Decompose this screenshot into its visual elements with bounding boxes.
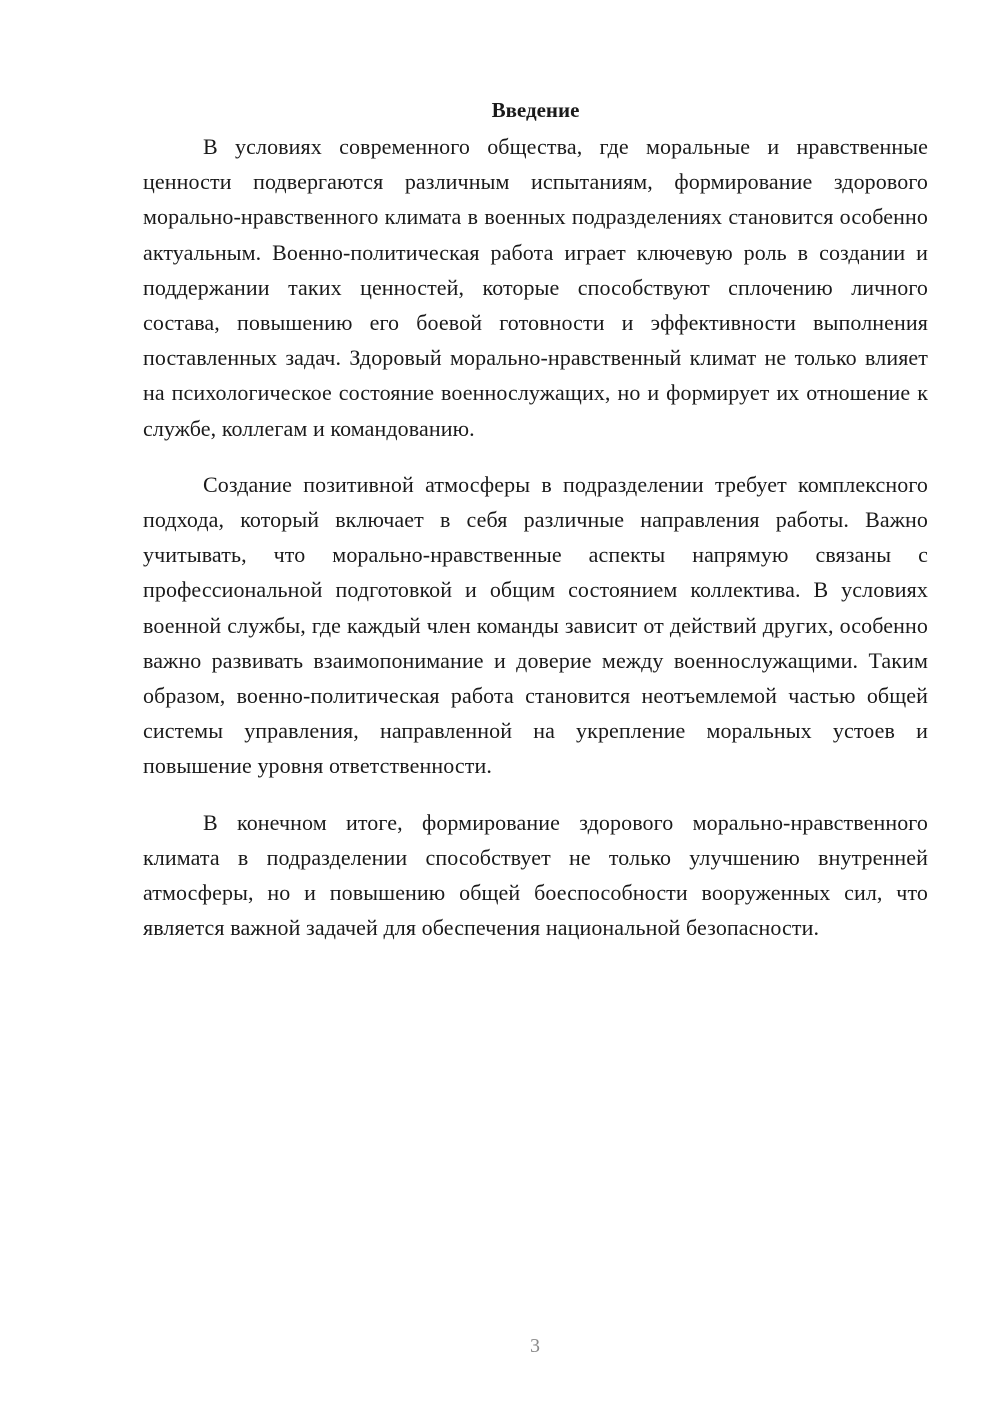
section-title: Введение <box>491 98 580 122</box>
page-number: 3 <box>530 1335 540 1357</box>
paragraph-3: В конечном итоге, формирование здорового морально-нравственного климата в подразделении способствует не только улучшению внутренней атмосферы, но и повышению общей боеспособности вооруженных сил, что является важной задачей для обеспечения национальной безопасности. <box>143 809 928 941</box>
paragraph-2: Создание позитивной атмосферы в подразделении требует комплексного подхода, который включает в себя различные направления работы. Важно учитывать, что морально-нравственные аспекты напрямую связаны с профессиональной подготовкой и общим состоянием коллектива. В условиях военной службы, где каждый член команды зависит от действий других, особенно важно развивать взаимопонимание и доверие между военнослужащими. Таким образом, военно-политическая работа становится неотъемлемой частью общей системы управления, направленной на укрепление моральных устоев и повышение уровня ответственности. <box>143 471 928 779</box>
paragraph-1: В условиях современного общества, где моральные и нравственные ценности подвергаются различным испытаниям, формирование здорового морально-нравственного климата в военных подразделениях становится особенно актуальным. Военно-политическая работа играет ключевую роль в создании и поддержании таких ценностей, которые способствуют сплочению личного состава, повышению его боевой готовности и эффективности выполнения поставленных задач. Здоровый морально-нравственный климат не только влияет на психологическое состояние военнослужащих, но и формирует их отношение к службе, коллегам и командованию. <box>143 134 928 441</box>
page-content <box>143 92 928 966</box>
